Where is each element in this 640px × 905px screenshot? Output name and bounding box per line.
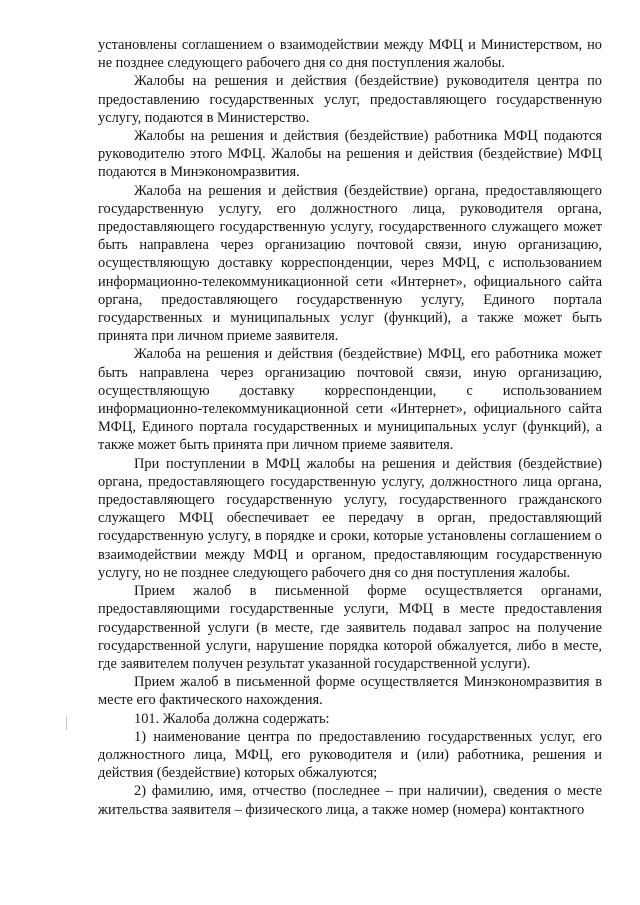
paragraph-complaint-submission-channels: Жалоба на решения и действия (бездействие) органа, предоставляющего государственную услугу, его должностного лица, руководителя органа, предоставляющего государственную услугу, государственного служащего может быть направлена через организацию почтовой связи, иную организацию, осуществляющую доставку корреспонденции, через МФЦ, с использованием информационно-телекоммуникационной сети «Интернет», официального сайта органа, предоставляющего государственную услугу, Единого портала государственных и муниципальных услуг (функций), а также может быть принята при личном приеме заявителя. bbox=[98, 182, 602, 345]
paragraph-mfc-forwarding: При поступлении в МФЦ жалобы на решения и действия (бездействие) органа, предоставляющего государственную услугу, должностного лица органа, предоставляющего государственную услугу, государственного гражданского служащего МФЦ обеспечивает ее передачу в орган, предоставляющий государственную услугу, в порядке и сроки, которые установлены соглашением о взаимодействии между МФЦ и органом, предоставляющим государственную услугу, но не позднее следующего рабочего дня со дня поступления жалобы. bbox=[98, 455, 602, 581]
margin-mark bbox=[66, 716, 67, 730]
paragraph-complaints-center-head: Жалобы на решения и действия (бездействие) руководителя центра по предоставлению государственных услуг, предоставляющего государственную услугу, подаются в Министерство. bbox=[98, 73, 602, 126]
document-page bbox=[98, 36, 602, 819]
paragraph-written-complaints-bodies: Прием жалоб в письменной форме осуществляется органами, предоставляющими государственные услуги, МФЦ в месте предоставления государственной услуги (в месте, где заявитель подавал запрос на получение государственной услуги, нарушение порядка которой обжалуется, либо в месте, где заявителем получен результат указанной государственной услуги). bbox=[98, 583, 602, 672]
paragraph-continuation: установлены соглашением о взаимодействии между МФЦ и Министерством, но не позднее следующего рабочего дня со дня поступления жалобы. bbox=[98, 37, 602, 72]
paragraph-item-101: 101. Жалоба должна содержать: bbox=[134, 710, 330, 727]
paragraph-written-complaints-ministry: Прием жалоб в письменной форме осуществляется Минэкономразвития в месте его фактического нахождения. bbox=[98, 674, 602, 709]
paragraph-list-item-2: 2) фамилию, имя, отчество (последнее – при наличии), сведения о месте жительства заявителя – физического лица, а также номер (номера) контактного bbox=[98, 783, 602, 818]
paragraph-list-item-1: 1) наименование центра по предоставлению государственных услуг, его должностного лица, МФЦ, его руководителя и (или) работника, решения и действия (бездействие) которых обжалуются; bbox=[98, 728, 602, 782]
paragraph-complaints-mfc-worker: Жалобы на решения и действия (бездействие) работника МФЦ подаются руководителю этого МФЦ. Жалобы на решения и действия (бездействие) МФЦ подаются в Минэкономразвития. bbox=[98, 128, 602, 181]
paragraph-mfc-complaint-channels: Жалоба на решения и действия (бездействие) МФЦ, его работника может быть направлена через организацию почтовой связи, иную организацию, осуществляющую доставку корреспонденции, с использованием информационно-телекоммуникационной сети «Интернет», официального сайта МФЦ, Единого портала государственных и муниципальных услуг (функций), а также может быть принята при личном приеме заявителя. bbox=[98, 346, 602, 454]
